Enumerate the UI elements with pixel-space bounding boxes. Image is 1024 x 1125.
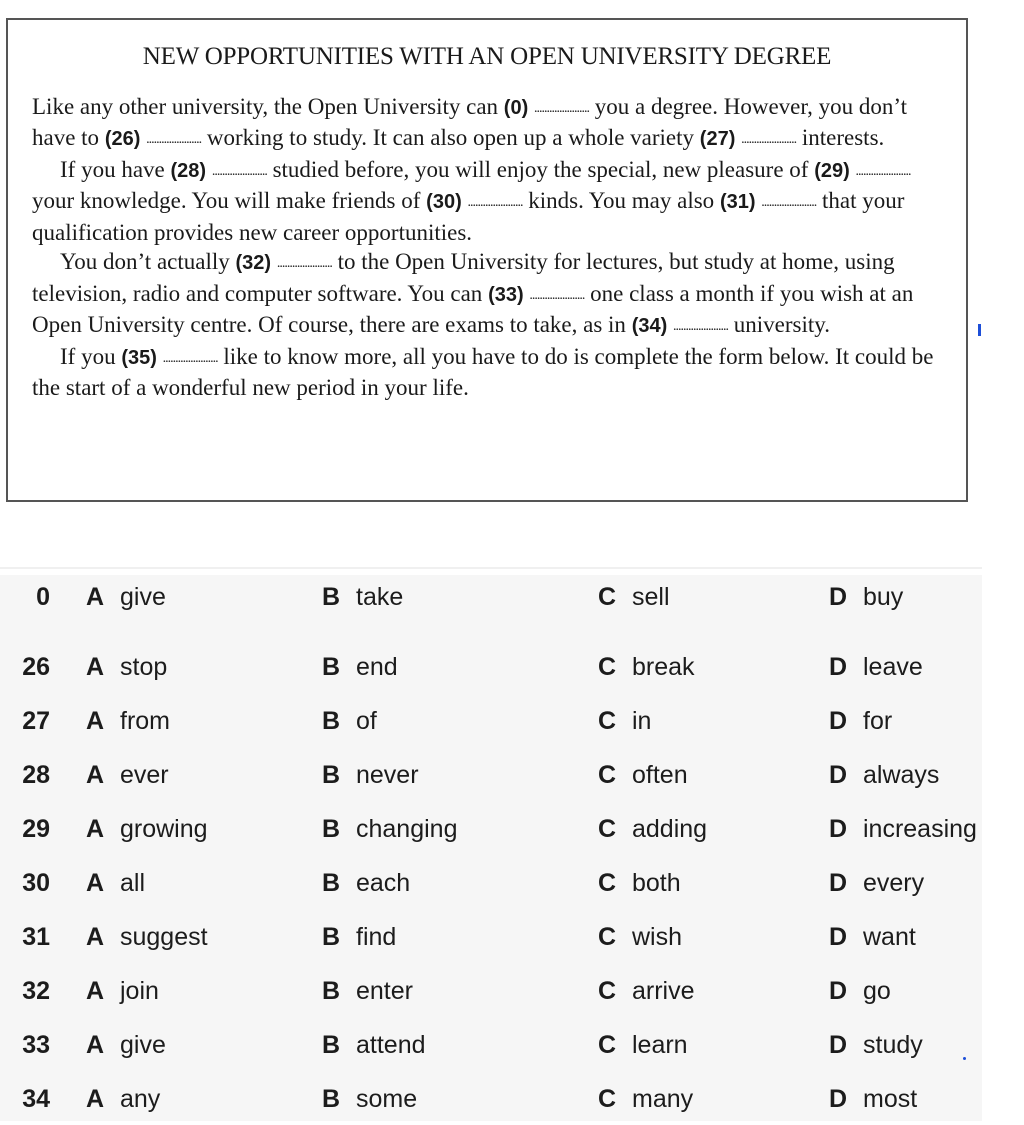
stray-dot-mark — [963, 1057, 966, 1060]
option-b[interactable]: B never — [322, 761, 419, 789]
gap-blank: ...................... — [211, 163, 267, 179]
question-number: 0 — [36, 583, 50, 611]
option-b[interactable]: B some — [322, 1085, 418, 1113]
option-b[interactable]: B attend — [322, 1031, 426, 1059]
gap-number-34: (34) — [631, 315, 668, 337]
options-table — [0, 575, 1024, 1121]
option-row-32 — [0, 977, 1024, 1017]
option-row-28 — [0, 761, 1024, 801]
passage-title: NEW OPPORTUNITIES WITH AN OPEN UNIVERSITY DEGREE — [142, 43, 832, 70]
option-a[interactable]: A join — [86, 977, 159, 1005]
option-b[interactable]: B end — [322, 653, 398, 681]
option-a[interactable]: A from — [86, 707, 170, 735]
margin-mark — [978, 324, 981, 336]
option-a[interactable]: A any — [86, 1085, 161, 1113]
question-number: 32 — [22, 977, 50, 1005]
gap-blank: ...................... — [673, 319, 729, 334]
question-number: 31 — [22, 923, 50, 951]
option-c[interactable]: C both — [598, 869, 681, 897]
option-c[interactable]: C arrive — [598, 977, 695, 1005]
gap-blank: ...................... — [855, 163, 911, 179]
option-d[interactable]: D increasing — [829, 815, 977, 843]
option-b[interactable]: B take — [322, 583, 404, 611]
paragraph-1: Like any other university, the Open University can (0) ...................... you a degree. However, you don’t have to (26) ...................... working to study. It can also open up a whole variety (27) ...................... interests. — [32, 93, 908, 150]
question-number: 34 — [22, 1085, 50, 1113]
option-a[interactable]: A growing — [86, 815, 208, 843]
option-c[interactable]: C learn — [598, 1031, 688, 1059]
question-number: 33 — [22, 1031, 50, 1059]
gap-number-30: (30) — [426, 191, 462, 213]
gap-number-29: (29) — [814, 159, 850, 182]
option-c[interactable]: C in — [598, 707, 652, 735]
option-row-31 — [0, 923, 1024, 963]
option-c[interactable]: C many — [598, 1085, 694, 1113]
option-row-26 — [0, 653, 1024, 693]
gap-number-32: (32) — [235, 252, 272, 274]
gap-blank: ...................... — [761, 195, 817, 210]
option-d[interactable]: D go — [829, 977, 891, 1005]
passage-box — [6, 18, 968, 502]
option-c[interactable]: C adding — [598, 815, 708, 843]
gap-number-31: (31) — [719, 191, 756, 213]
option-b[interactable]: B enter — [322, 977, 413, 1005]
gap-number-27: (27) — [699, 128, 736, 150]
option-row-34 — [0, 1085, 1024, 1125]
option-c[interactable]: C often — [598, 761, 688, 789]
gap-blank: ...................... — [276, 256, 332, 271]
gap-number-35: (35) — [121, 346, 157, 369]
option-d[interactable]: D for — [829, 707, 893, 735]
gap-blank: ...................... — [162, 350, 218, 366]
option-d[interactable]: D every — [829, 869, 925, 897]
option-a[interactable]: A all — [86, 869, 146, 897]
gap-number-26: (26) — [104, 128, 141, 150]
gap-blank: ...................... — [534, 100, 589, 116]
question-number: 26 — [22, 653, 50, 681]
option-d[interactable]: D always — [829, 761, 940, 789]
option-row-27 — [0, 707, 1024, 747]
option-b[interactable]: B of — [322, 707, 377, 735]
option-d[interactable]: D want — [829, 923, 916, 951]
option-b[interactable]: B changing — [322, 815, 458, 843]
option-c[interactable]: C sell — [598, 583, 670, 611]
option-b[interactable]: B find — [322, 923, 397, 951]
option-row-30 — [0, 869, 1024, 909]
gap-number-33: (33) — [488, 283, 524, 306]
gap-blank: ...................... — [467, 195, 523, 210]
question-number: 30 — [22, 869, 50, 897]
option-a[interactable]: A give — [86, 583, 166, 611]
option-row-0 — [0, 583, 1024, 623]
option-row-33 — [0, 1031, 1024, 1071]
option-b[interactable]: B each — [322, 869, 411, 897]
gap-blank: ...................... — [529, 287, 585, 303]
option-c[interactable]: C wish — [598, 923, 683, 951]
gap-blank: ...................... — [146, 132, 202, 147]
option-a[interactable]: A ever — [86, 761, 169, 789]
option-a[interactable]: A suggest — [86, 923, 208, 951]
question-number: 27 — [22, 707, 50, 735]
option-d[interactable]: D leave — [829, 653, 923, 681]
option-a[interactable]: A stop — [86, 653, 168, 681]
section-divider — [0, 567, 982, 569]
question-number: 29 — [22, 815, 50, 843]
option-d[interactable]: D study — [829, 1031, 923, 1059]
option-row-29 — [0, 815, 1024, 855]
paragraph-2: If you have (28) ...................... studied before, you will enjoy the special, new pleasure of (29) ...................... your knowledge. You will make friends of (30) ...................... kinds. You may also (31) ...................... that your qualification provides new career opportunities. — [32, 156, 911, 245]
option-d[interactable]: D most — [829, 1085, 918, 1113]
paragraph-3: You don’t actually (32) ...................... to the Open University for lectures, but study at home, using television, radio and computer software. You can (33) ...................... one class a month if you wish at an Open University centre. Of course, there are exams to take, as in (34) ...................... university. — [32, 249, 914, 337]
gap-number-28: (28) — [170, 159, 207, 182]
right-edge-crop — [982, 575, 1024, 1121]
gap-blank: ...................... — [741, 132, 797, 147]
question-number: 28 — [22, 761, 50, 789]
gap-number-0: (0) — [503, 96, 529, 119]
option-c[interactable]: C break — [598, 653, 695, 681]
paragraph-4: If you (35) ...................... like to know more, all you have to do is complete the form below. It could be the start of a wonderful new period in your life. — [32, 343, 934, 400]
option-a[interactable]: A give — [86, 1031, 166, 1059]
option-d[interactable]: D buy — [829, 583, 904, 611]
